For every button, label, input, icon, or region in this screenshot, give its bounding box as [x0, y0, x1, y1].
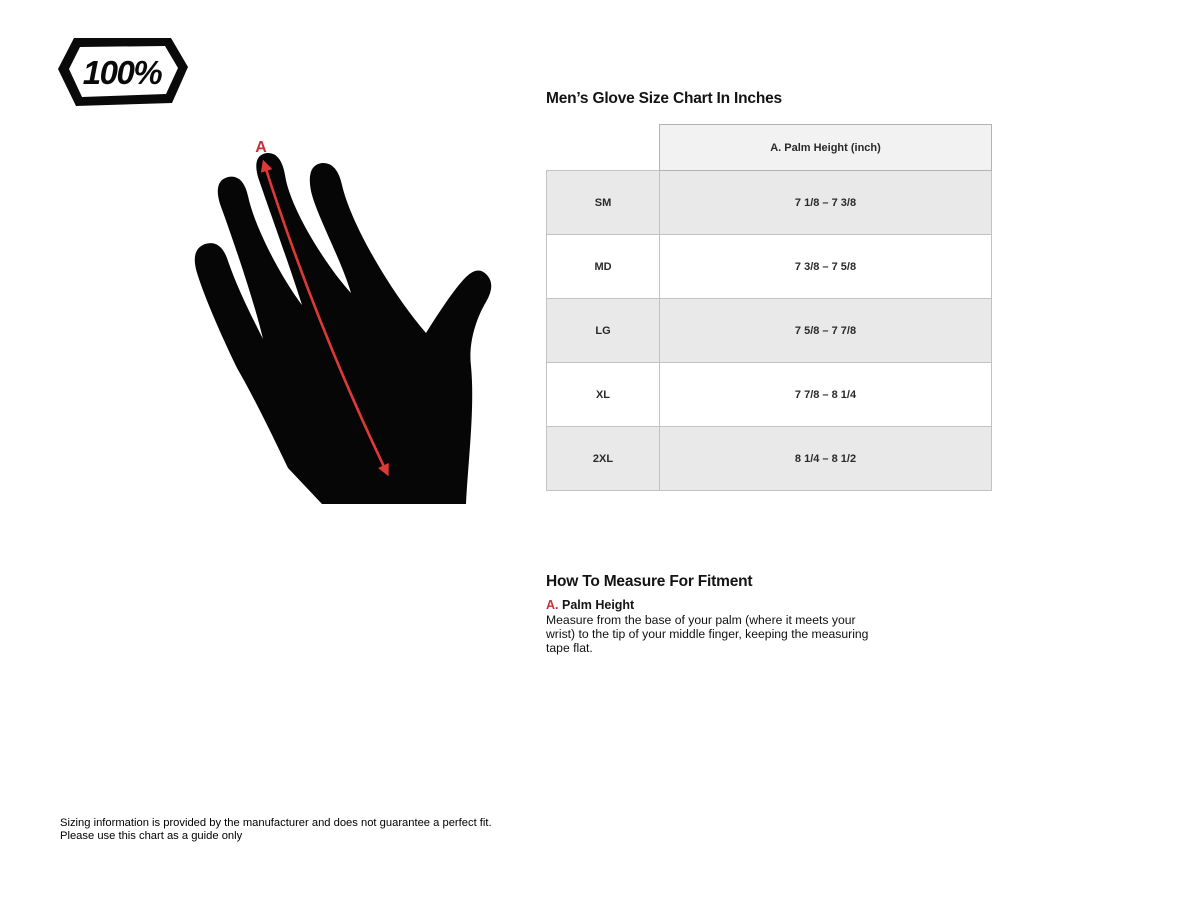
table-row-xl: [547, 363, 992, 427]
measure-section-title: How To Measure For Fitment: [546, 573, 753, 590]
measure-description-line: tape flat.: [546, 641, 593, 655]
measurement-label-a: A: [255, 139, 267, 156]
size-cell: MD: [547, 235, 660, 299]
measure-description-line: wrist) to the tip of your middle finger, keeping the measuring: [546, 627, 869, 641]
header-palm-height-cell: A. Palm Height (inch): [660, 125, 992, 171]
palm-height-cell: 7 1/8 – 7 3/8: [660, 171, 992, 235]
size-cell: 2XL: [547, 427, 660, 491]
brand-logo-100-percent: [58, 38, 188, 106]
palm-height-cell: 8 1/4 – 8 1/2: [660, 427, 992, 491]
palm-height-cell: 7 3/8 – 7 5/8: [660, 235, 992, 299]
logo-text: 100%: [82, 54, 162, 91]
size-chart-title: Men’s Glove Size Chart In Inches: [546, 90, 782, 107]
table-row-2xl: [547, 427, 992, 491]
disclaimer-line: Sizing information is provided by the manufacturer and does not guarantee a perfect fit.: [60, 817, 492, 829]
table-row-md: [547, 235, 992, 299]
header-blank-cell: [547, 125, 660, 171]
sizing-disclaimer: [60, 817, 492, 842]
glove-silhouette: [195, 153, 492, 504]
palm-height-cell: 7 7/8 – 8 1/4: [660, 363, 992, 427]
size-cell: XL: [547, 363, 660, 427]
measure-item-name: Palm Height: [561, 598, 635, 612]
measure-item-letter: A.: [546, 598, 559, 612]
measure-item-label: [546, 598, 634, 612]
table-row-sm: [547, 171, 992, 235]
table-header-row: [547, 125, 992, 171]
size-chart-table: [546, 124, 992, 491]
size-cell: SM: [547, 171, 660, 235]
disclaimer-line: Please use this chart as a guide only: [60, 829, 243, 842]
size-cell: LG: [547, 299, 660, 363]
table-row-lg: [547, 299, 992, 363]
measure-description-line: Measure from the base of your palm (where it meets your: [546, 613, 856, 627]
glove-measurement-figure: [175, 128, 505, 505]
measure-description: [546, 613, 868, 655]
palm-height-cell: 7 5/8 – 7 7/8: [660, 299, 992, 363]
